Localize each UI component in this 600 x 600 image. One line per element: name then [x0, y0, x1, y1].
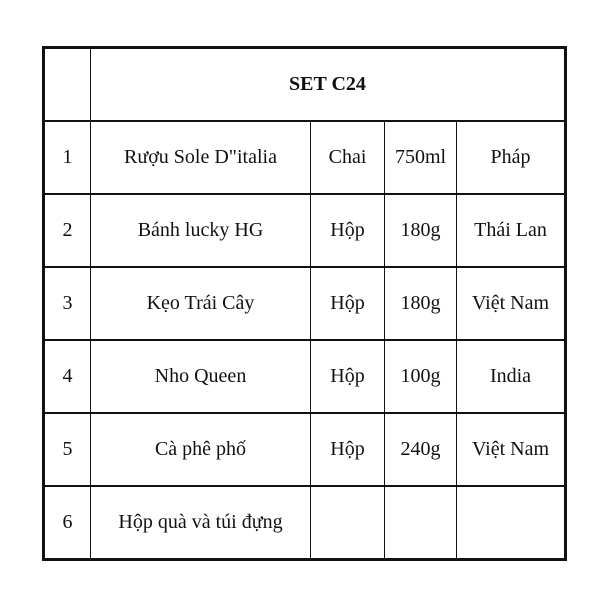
item-name: Hộp quà và túi đựng — [91, 486, 311, 560]
item-quantity: 180g — [385, 267, 457, 340]
item-name: Rượu Sole D"italia — [91, 121, 311, 194]
row-index: 4 — [44, 340, 91, 413]
table-row — [44, 413, 566, 486]
item-unit: Hộp — [311, 194, 385, 267]
table-row — [44, 486, 566, 560]
item-quantity: 240g — [385, 413, 457, 486]
item-name: Cà phê phố — [91, 413, 311, 486]
table-title: SET C24 — [91, 48, 566, 122]
item-origin: India — [457, 340, 566, 413]
item-quantity: 100g — [385, 340, 457, 413]
item-quantity — [385, 486, 457, 560]
item-quantity: 750ml — [385, 121, 457, 194]
row-index: 2 — [44, 194, 91, 267]
item-unit: Hộp — [311, 340, 385, 413]
item-quantity: 180g — [385, 194, 457, 267]
item-unit — [311, 486, 385, 560]
table-row — [44, 340, 566, 413]
item-name: Nho Queen — [91, 340, 311, 413]
table-row — [44, 194, 566, 267]
item-origin: Việt Nam — [457, 413, 566, 486]
table-row — [44, 267, 566, 340]
item-unit: Hộp — [311, 267, 385, 340]
row-index: 3 — [44, 267, 91, 340]
row-index: 1 — [44, 121, 91, 194]
item-name: Bánh lucky HG — [91, 194, 311, 267]
item-unit: Chai — [311, 121, 385, 194]
table-title-row — [44, 48, 566, 122]
table-row — [44, 121, 566, 194]
row-index: 5 — [44, 413, 91, 486]
item-name: Kẹo Trái Cây — [91, 267, 311, 340]
item-origin — [457, 486, 566, 560]
item-origin: Pháp — [457, 121, 566, 194]
title-index-cell — [44, 48, 91, 122]
row-index: 6 — [44, 486, 91, 560]
item-unit: Hộp — [311, 413, 385, 486]
product-set-table — [42, 46, 567, 561]
item-origin: Thái Lan — [457, 194, 566, 267]
item-origin: Việt Nam — [457, 267, 566, 340]
